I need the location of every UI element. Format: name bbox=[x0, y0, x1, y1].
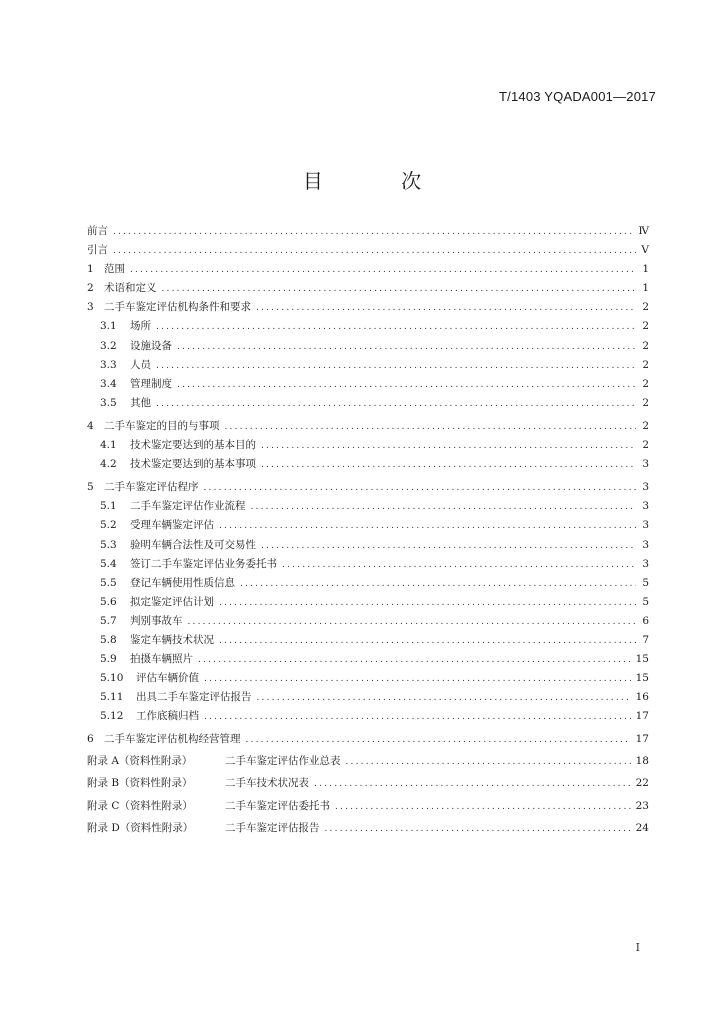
toc-entry-number: 附录 D（资料性附录） bbox=[87, 822, 194, 835]
toc-entry[interactable] bbox=[87, 631, 649, 650]
toc-entry-label: 二手车鉴定的目的与事项 bbox=[104, 419, 220, 432]
toc-entry-number: 5.10 bbox=[100, 672, 124, 685]
dot-leader bbox=[261, 437, 636, 456]
dot-leader bbox=[261, 537, 636, 556]
toc-entry[interactable] bbox=[87, 795, 649, 818]
toc-entry-number: 3.4 bbox=[100, 377, 117, 390]
toc-entry-label: 签订二手车鉴定评估业务委托书 bbox=[130, 557, 277, 570]
toc-entry[interactable] bbox=[87, 707, 649, 726]
toc-entry-number: 3.3 bbox=[100, 358, 117, 371]
toc-entry[interactable] bbox=[87, 669, 649, 688]
toc-entry[interactable] bbox=[87, 222, 649, 241]
dot-leader bbox=[156, 318, 636, 337]
dot-leader bbox=[219, 517, 636, 536]
toc-entry-page: 3 bbox=[642, 458, 649, 471]
toc-entry-label: 二手车鉴定评估委托书 bbox=[225, 799, 330, 812]
table-of-contents bbox=[87, 222, 649, 840]
dot-leader bbox=[335, 796, 631, 818]
toc-entry-label: 二手车鉴定评估程序 bbox=[104, 481, 199, 494]
toc-entry[interactable] bbox=[87, 356, 649, 375]
dot-leader bbox=[251, 498, 637, 517]
toc-entry[interactable] bbox=[87, 516, 649, 535]
dot-leader bbox=[113, 223, 634, 242]
standard-code: T/1403 YQADA001—2017 bbox=[499, 89, 656, 104]
toc-entry[interactable] bbox=[87, 730, 649, 749]
dot-leader bbox=[325, 818, 631, 840]
toc-entry-page: 17 bbox=[635, 733, 649, 746]
toc-entry-number: 5.1 bbox=[100, 500, 117, 513]
toc-entry-number: 3.5 bbox=[100, 396, 117, 409]
toc-entry-label: 拟定鉴定评估计划 bbox=[130, 595, 214, 608]
dot-leader bbox=[346, 751, 631, 773]
toc-entry-number: 1 bbox=[87, 263, 94, 276]
toc-entry-page: 24 bbox=[635, 822, 649, 835]
dot-leader bbox=[204, 708, 631, 727]
toc-entry-label: 评估车辆价值 bbox=[136, 672, 199, 685]
toc-entry[interactable] bbox=[87, 536, 649, 555]
toc-entry-number: 4.1 bbox=[100, 439, 117, 452]
toc-entry-page: 2 bbox=[642, 358, 649, 371]
toc-entry[interactable] bbox=[87, 298, 649, 317]
toc-entry-number: 附录 A（资料性附录） bbox=[87, 754, 193, 767]
dot-leader bbox=[204, 479, 637, 498]
dot-leader bbox=[219, 594, 636, 613]
toc-entry[interactable] bbox=[87, 772, 649, 795]
dot-leader bbox=[282, 556, 636, 575]
toc-entry-label: 术语和定义 bbox=[104, 282, 157, 295]
toc-entry-number: 5.11 bbox=[100, 691, 124, 704]
toc-entry-label: 二手车鉴定评估机构条件和要求 bbox=[104, 301, 251, 314]
toc-entry-page: 23 bbox=[635, 799, 649, 812]
toc-entry-label: 场所 bbox=[130, 320, 151, 333]
toc-entry-page: Ⅴ bbox=[641, 244, 649, 257]
dot-leader bbox=[257, 689, 631, 708]
toc-entry-page: 2 bbox=[642, 301, 649, 314]
toc-entry-number: 附录 B（资料性附录） bbox=[87, 777, 193, 790]
toc-entry-page: 7 bbox=[642, 633, 649, 646]
toc-entry-label: 管理制度 bbox=[130, 377, 172, 390]
toc-entry-page: 3 bbox=[642, 481, 649, 494]
toc-entry-label: 拍摄车辆照片 bbox=[130, 653, 193, 666]
toc-entry-number: 5.6 bbox=[100, 595, 117, 608]
toc-entry-page: 22 bbox=[635, 777, 649, 790]
toc-entry-label: 二手车鉴定评估报告 bbox=[225, 822, 320, 835]
toc-entry-page: 2 bbox=[642, 419, 649, 432]
toc-entry-label: 判别事故车 bbox=[130, 614, 183, 627]
dot-leader bbox=[156, 395, 636, 414]
toc-entry[interactable] bbox=[87, 593, 649, 612]
dot-leader bbox=[130, 261, 636, 280]
toc-entry[interactable] bbox=[87, 750, 649, 773]
dot-leader bbox=[113, 242, 636, 261]
toc-entry[interactable] bbox=[87, 417, 649, 436]
toc-entry-page: 2 bbox=[642, 439, 649, 452]
dot-leader bbox=[162, 280, 637, 299]
toc-entry-page: 2 bbox=[642, 396, 649, 409]
toc-entry[interactable] bbox=[87, 650, 649, 669]
toc-entry[interactable] bbox=[87, 455, 649, 474]
dot-leader bbox=[240, 575, 636, 594]
toc-entry[interactable] bbox=[87, 436, 649, 455]
toc-entry-label: 人员 bbox=[130, 358, 151, 371]
toc-entry-page: 16 bbox=[635, 691, 649, 704]
toc-entry[interactable] bbox=[87, 817, 649, 840]
dot-leader bbox=[198, 651, 631, 670]
toc-entry-number: 5.7 bbox=[100, 614, 117, 627]
toc-entry-label: 登记车辆使用性质信息 bbox=[130, 576, 235, 589]
toc-entry-page: 18 bbox=[635, 754, 649, 767]
toc-entry-number: 5 bbox=[87, 481, 94, 494]
toc-entry-page: 3 bbox=[642, 557, 649, 570]
toc-entry[interactable] bbox=[87, 337, 649, 356]
toc-entry[interactable] bbox=[87, 555, 649, 574]
toc-entry-label: 技术鉴定要达到的基本目的 bbox=[130, 439, 256, 452]
toc-entry-label: 范围 bbox=[104, 263, 125, 276]
toc-entry-label: 其他 bbox=[130, 396, 151, 409]
toc-entry[interactable] bbox=[87, 478, 649, 497]
toc-title: 目 次 bbox=[302, 169, 458, 193]
dot-leader bbox=[204, 670, 631, 689]
dot-leader bbox=[156, 357, 636, 376]
toc-entry-page: 5 bbox=[642, 595, 649, 608]
toc-entry[interactable] bbox=[87, 241, 649, 260]
toc-entry-page: 3 bbox=[642, 500, 649, 513]
toc-entry-number: 4 bbox=[87, 419, 94, 432]
toc-entry[interactable] bbox=[87, 497, 649, 516]
toc-entry-number: 5.8 bbox=[100, 633, 117, 646]
dot-leader bbox=[177, 376, 636, 395]
toc-entry-number: 5.5 bbox=[100, 576, 117, 589]
toc-entry[interactable] bbox=[87, 394, 649, 413]
toc-entry[interactable] bbox=[87, 612, 649, 631]
toc-entry-number: 5.3 bbox=[100, 538, 117, 551]
toc-entry-number: 3 bbox=[87, 301, 94, 314]
toc-entry-label: 二手车鉴定评估机构经营管理 bbox=[104, 733, 241, 746]
toc-entry-number: 3.1 bbox=[100, 320, 117, 333]
toc-entry-label: 技术鉴定要达到的基本事项 bbox=[130, 458, 256, 471]
dot-leader bbox=[246, 731, 631, 750]
toc-entry-label: 验明车辆合法性及可交易性 bbox=[130, 538, 256, 551]
toc-entry-number: 5.2 bbox=[100, 519, 117, 532]
toc-entry-page: 3 bbox=[642, 538, 649, 551]
toc-entry[interactable] bbox=[87, 279, 649, 298]
toc-entry-label: 出具二手车鉴定评估报告 bbox=[136, 691, 252, 704]
toc-entry-page: 2 bbox=[642, 320, 649, 333]
toc-entry-page: 2 bbox=[642, 377, 649, 390]
toc-entry-label: 二手车鉴定评估作业流程 bbox=[130, 500, 246, 513]
toc-entry-number: 6 bbox=[87, 733, 94, 746]
toc-entry-label: 二手车鉴定评估作业总表 bbox=[225, 754, 341, 767]
toc-entry-page: 5 bbox=[642, 576, 649, 589]
toc-entry-label: 工作底稿归档 bbox=[136, 710, 199, 723]
toc-entry-number: 5.9 bbox=[100, 653, 117, 666]
toc-entry-number: 5.4 bbox=[100, 557, 117, 570]
toc-entry-label: 二手车技术状况表 bbox=[225, 777, 309, 790]
toc-entry-page: 3 bbox=[642, 519, 649, 532]
toc-entry-page: Ⅳ bbox=[638, 225, 649, 237]
toc-entry-label: 受理车辆鉴定评估 bbox=[130, 519, 214, 532]
toc-entry-page: 17 bbox=[635, 710, 649, 723]
dot-leader bbox=[314, 773, 631, 795]
toc-entry[interactable] bbox=[87, 574, 649, 593]
toc-entry-number: 4.2 bbox=[100, 458, 117, 471]
toc-entry-page: 6 bbox=[642, 614, 649, 627]
toc-entry[interactable] bbox=[87, 317, 649, 336]
toc-entry-page: 15 bbox=[635, 672, 649, 685]
dot-leader bbox=[219, 632, 636, 651]
toc-entry-number: 附录 C（资料性附录） bbox=[87, 799, 193, 812]
dot-leader bbox=[177, 338, 636, 357]
toc-entry[interactable] bbox=[87, 688, 649, 707]
toc-entry-label: 鉴定车辆技术状况 bbox=[130, 633, 214, 646]
page-folio: Ⅰ bbox=[635, 941, 640, 954]
toc-entry-label: 设施设备 bbox=[130, 339, 172, 352]
toc-entry-number: 2 bbox=[87, 282, 94, 295]
dot-leader bbox=[261, 456, 636, 475]
dot-leader bbox=[188, 613, 637, 632]
toc-entry-number: 5.12 bbox=[100, 710, 124, 723]
dot-leader bbox=[256, 299, 636, 318]
toc-entry-label: 前言 bbox=[87, 225, 108, 237]
toc-entry-page: 1 bbox=[642, 282, 649, 295]
dot-leader bbox=[225, 418, 637, 437]
toc-entry[interactable] bbox=[87, 260, 649, 279]
toc-entry-page: 1 bbox=[642, 263, 649, 276]
toc-entry-label: 引言 bbox=[87, 244, 108, 257]
toc-entry-page: 15 bbox=[635, 653, 649, 666]
toc-entry-page: 2 bbox=[642, 339, 649, 352]
toc-entry[interactable] bbox=[87, 375, 649, 394]
toc-entry-number: 3.2 bbox=[100, 339, 117, 352]
